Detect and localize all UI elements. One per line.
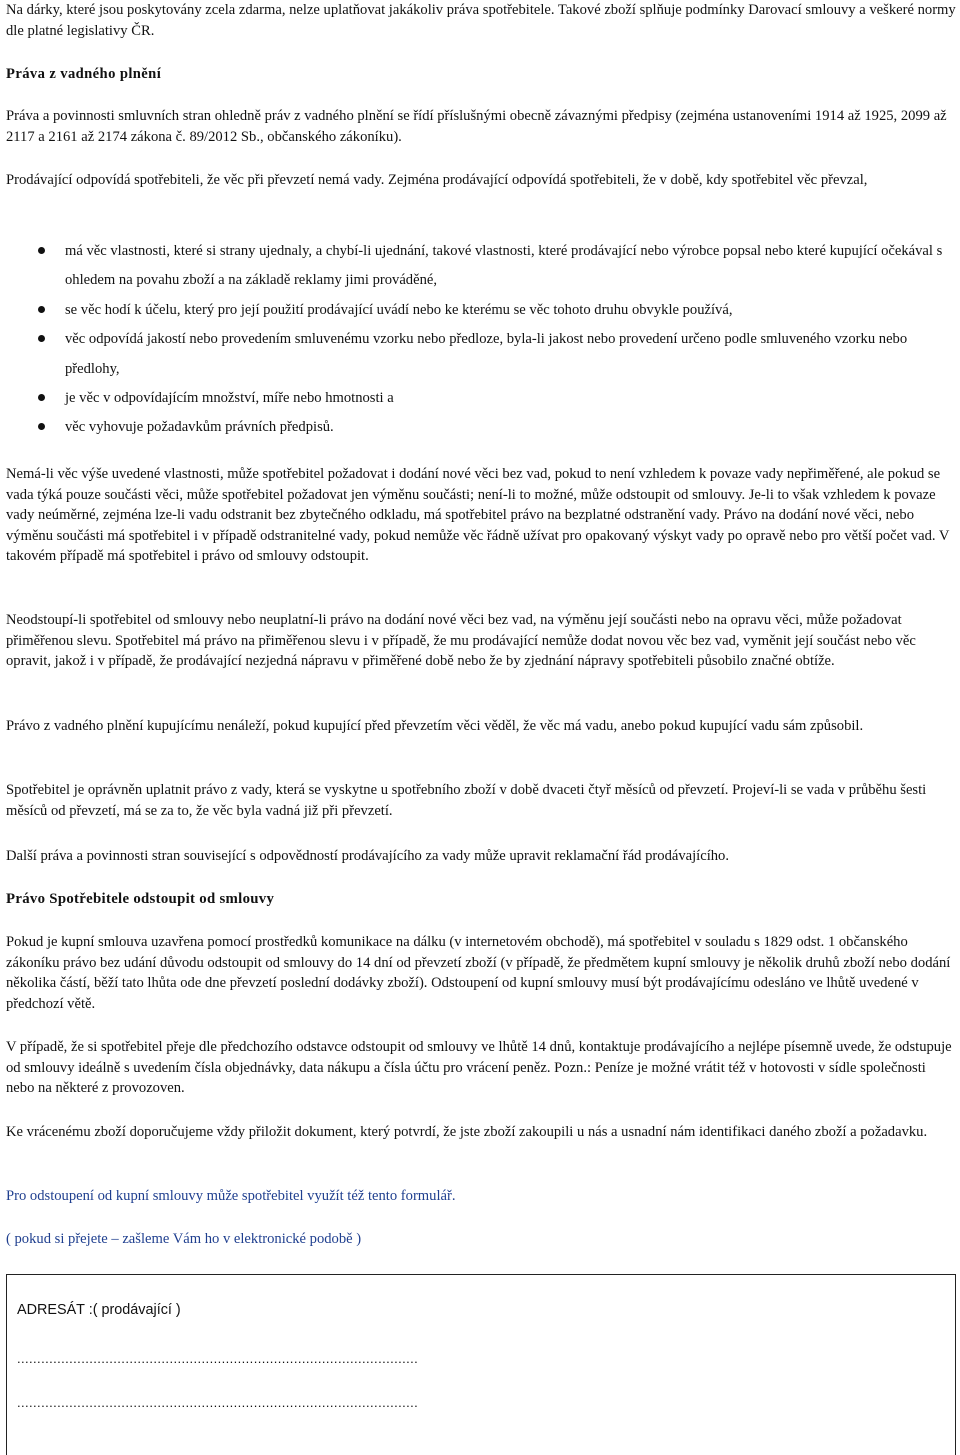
addressee-line-1[interactable]: .................................................................................................... (17, 1351, 419, 1366)
list-item-text: věc odpovídá jakostí nebo provedením smluvenému vzorku nebo předloze, byla-li jakost nebo provedení určeno podle smluveného vzorku nebo předlohy, (65, 331, 908, 377)
addressee-line-2[interactable]: .................................................................................................... (17, 1395, 419, 1410)
paragraph-seller-liability: Prodávající odpovídá spotřebiteli, že věc při převzetí nemá vady. Zejména prodávající odpovídá spotřebiteli, že v době, kdy spotřebitel věc převzal, (6, 172, 868, 188)
paragraph-rights-obligations-text: Práva a povinnosti smluvních stran ohledně práv z vadného plnění se řídí příslušnými obecně závaznými předpisy (zejména ustanoveními 1914 až 1925, 2099 až 2117 a 2161 až 2174 zákona č. 89/2012 Sb., občanského zákoníku). (6, 108, 947, 145)
seller-liability-list (38, 237, 958, 443)
intro-paragraph: Na dárky, které jsou poskytovány zcela zdarma, nelze uplatňovat jakákoliv práva spotřebitele. Takové zboží splňuje podmínky Darovací smlouvy a veškeré normy dle platné legislativy ČR. (6, 2, 956, 39)
bullet-icon (38, 394, 45, 401)
withdrawal-form-link[interactable]: Pro odstoupení od kupní smlouvy může spotřebitel využít též tento formulář. (6, 1188, 456, 1204)
paragraph-no-claim: Právo z vadného plnění kupujícímu nenáleží, pokud kupující před převzetím věci věděl, že věc má vadu, anebo pokud kupující vadu sám způsobil. (6, 718, 864, 734)
section-heading-defects: Práva z vadného plnění (6, 66, 162, 82)
paragraph-distance-contract: Pokud je kupní smlouva uzavřena pomocí prostředků komunikace na dálku (v internetovém obchodě), má spotřebitel v souladu s 1829 odst. 1 občanského zákoníku právo bez udání důvodu odstoupit od smlouvy do 14 dní od převzetí zboží (v případě, že předmětem kupní smlouvy je několik druhů zboží nebo dodání několika částí, běží tato lhůta ode dne převzetí poslední dodávky zboží). Odstoupení od kupní smlouvy musí být prodávajícímu odesláno ve lhůtě uvedené v předchozí větě. (6, 934, 951, 1012)
paragraph-withdrawal-contact: V případě, že si spotřebitel přeje dle předchozího odstavce odstoupit od smlouvy ve lhůtě 14 dnů, kontaktuje prodávajícího a nejlépe písemně uvede, že odstupuje od smlouvy ideálně s uvedením čísla objednávky, data nákupu a čísla účtu pro vrácení peněz. Pozn.: Peníze je možné vrátit též v hotovosti v sídle společnosti nebo na některé z provozoven. (6, 1039, 952, 1097)
list-item-text: se věc hodí k účelu, který pro její použití prodávající uvádí nebo ke kterému se věc tohoto druhu obvykle používá, (65, 301, 733, 318)
bullet-icon (38, 306, 45, 313)
list-item-text: má věc vlastnosti, které si strany ujednaly, a chybí-li ujednání, takové vlastnosti, které prodávající nebo výrobce popsal nebo které kupující očekával s ohledem na povahu zboží a na základě reklamy jimi prováděné, (65, 243, 943, 289)
bullet-icon (38, 247, 45, 254)
paragraph-complaint-rules: Další práva a povinnosti stran související s odpovědností prodávajícího za vady může upravit reklamační řád prodávajícího. (6, 848, 729, 864)
paragraph-claim-period: Spotřebitel je oprávněn uplatnit právo z vady, která se vyskytne u spotřebního zboží v době dvaceti čtyř měsíců od převzetí. Projeví-li se vada v průběhu šesti měsíců od převzetí, má se za to, že věc byla vadná již při převzetí. (6, 782, 927, 819)
paragraph-returned-goods: Ke vrácenému zboží doporučujeme vždy přiložit dokument, který potvrdí, že jste zboží zakoupili u nás a usnadní nám identifikaci daného zboží a požadavku. (6, 1124, 928, 1140)
bullet-icon (38, 335, 45, 342)
list-item-text: věc vyhovuje požadavkům právních předpisů. (65, 419, 334, 436)
section-heading-withdrawal: Právo Spotřebitele odstoupit od smlouvy (6, 891, 275, 907)
list-item (38, 413, 958, 442)
electronic-form-note: ( pokud si přejete – zašleme Vám ho v elektronické podobě ) (6, 1231, 362, 1247)
paragraph-new-item-or-repair: Nemá-li věc výše uvedené vlastnosti, může spotřebitel požadovat i dodání nové věci bez vad, pokud to není vzhledem k povaze vady nepřiměřené, ale pokud se vada týká pouze součásti věci, může spotřebitel požadovat jen výměnu součásti; není-li to možné, může odstoupit od smlouvy. Je-li to však vzhledem k povaze vady neúměrné, zejména lze-li vadu odstranit bez zbytečného odkladu, má spotřebitel právo na bezplatné odstranění vady. Právo na dodání nové věci, nebo výměnu součásti má spotřebitel i v případě odstranitelné vady, pokud nemůže věc řádně užívat pro opakovaný výskyt vady po opravě nebo pro větší počet vad. V takovém případě má spotřebitel i právo od smlouvy odstoupit. (6, 466, 950, 565)
list-item (38, 237, 958, 296)
paragraph-discount: Neodstoupí-li spotřebitel od smlouvy nebo neuplatní-li právo na dodání nové věci bez vad, na výměnu její součásti nebo na opravu věci, může požadovat přiměřenou slevu. Spotřebitel má právo na přiměřenou slevu i v případě, že mu prodávající nemůže dodat novou věc bez vad, vyměnit její součást nebo věc opravit, jakož i v případě, že prodávající nezjedná nápravu v přiměřené době nebo že by zjednání nápravy spotřebiteli působilo značné obtíže. (6, 612, 916, 670)
list-item (38, 384, 958, 413)
addressee-label: ADRESÁT :( prodávající ) (17, 1302, 181, 1318)
list-item (38, 296, 958, 325)
withdrawal-form-box (6, 1274, 956, 1455)
list-item (38, 325, 958, 384)
list-item-text: je věc v odpovídajícím množství, míře nebo hmotnosti a (65, 390, 394, 407)
bullet-icon (38, 423, 45, 430)
paragraph-rights-obligations (6, 106, 956, 147)
